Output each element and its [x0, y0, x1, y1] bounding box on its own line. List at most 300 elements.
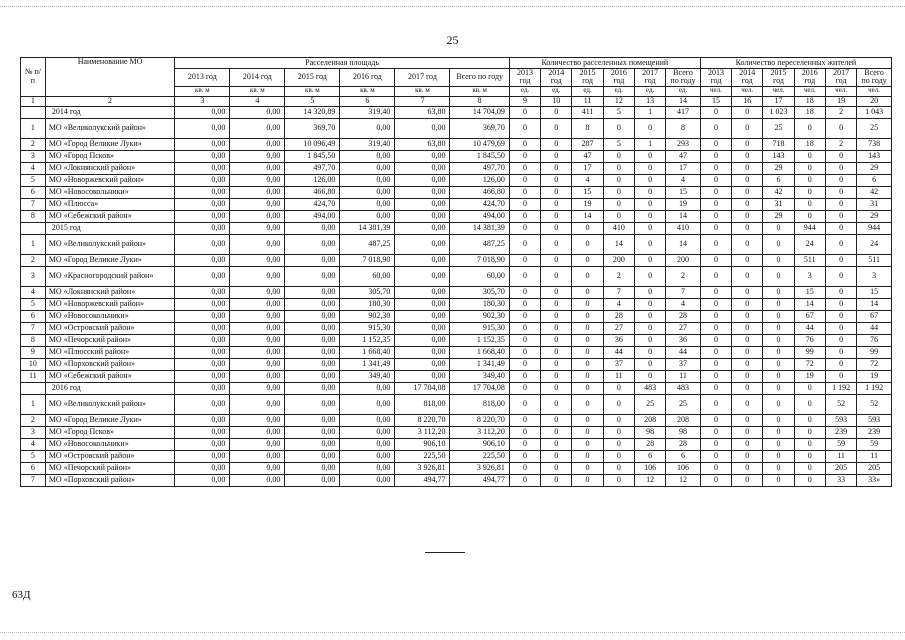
table-row [21, 310, 892, 322]
residents-cell: 0 [825, 234, 856, 254]
rooms-cell: 0 [541, 474, 572, 486]
rooms-cell: 0 [572, 462, 603, 474]
table-row [21, 174, 892, 186]
header-column-number: 8 [450, 96, 509, 106]
rooms-cell: 0 [634, 162, 665, 174]
residents-cell: 6 [763, 174, 794, 186]
area-cell: 180,30 [340, 298, 395, 310]
residents-cell: 0 [763, 474, 794, 486]
table-row [21, 334, 892, 346]
residents-cell: 511 [794, 254, 825, 266]
residents-cell: 205 [857, 462, 892, 474]
residents-cell: 0 [763, 358, 794, 370]
residents-cell: 1 043 [857, 106, 892, 118]
residents-cell: 718 [763, 138, 794, 150]
table-row [21, 234, 892, 254]
header-column-number: 18 [794, 96, 825, 106]
residents-cell: 944 [857, 222, 892, 234]
residents-cell: 0 [763, 450, 794, 462]
area-cell: 0,00 [285, 450, 340, 462]
residents-cell: 0 [794, 382, 825, 394]
area-cell: 319,40 [340, 106, 395, 118]
residents-cell: 0 [700, 382, 731, 394]
residents-cell: 0 [700, 474, 731, 486]
area-cell: 7 018,90 [340, 254, 395, 266]
area-cell: 0,00 [175, 286, 230, 298]
header-residents-year: 2016 год [794, 69, 825, 87]
rooms-cell: 0 [603, 186, 634, 198]
residents-cell: 239 [825, 426, 856, 438]
residents-cell: 143 [763, 150, 794, 162]
residents-cell: 511 [857, 254, 892, 266]
residents-cell: 0 [763, 394, 794, 414]
residents-cell: 2 [825, 138, 856, 150]
rooms-cell: 0 [634, 322, 665, 334]
row-number: 5 [21, 450, 46, 462]
header-column-number: 7 [395, 96, 450, 106]
header-area-year: 2017 год [395, 69, 450, 87]
residents-cell: 0 [825, 310, 856, 322]
area-cell: 0,00 [175, 322, 230, 334]
area-cell: 0,00 [285, 322, 340, 334]
rooms-cell: 0 [634, 358, 665, 370]
header-column-number: 10 [541, 96, 572, 106]
area-cell: 906,10 [450, 438, 509, 450]
footer-rule [425, 552, 465, 553]
residents-cell: 0 [825, 346, 856, 358]
residents-cell: 33» [857, 474, 892, 486]
municipality-name: МО «Плюсса» [45, 198, 174, 210]
area-cell: 305,70 [450, 286, 509, 298]
row-number: 6 [21, 462, 46, 474]
residents-cell: 0 [700, 222, 731, 234]
area-cell: 0,00 [230, 370, 285, 382]
rooms-cell: 0 [572, 234, 603, 254]
residents-cell: 0 [700, 322, 731, 334]
area-cell: 0,00 [175, 450, 230, 462]
header-unit: кв. м [340, 86, 395, 96]
rooms-cell: 0 [572, 370, 603, 382]
area-cell: 466,80 [450, 186, 509, 198]
rooms-cell: 0 [541, 162, 572, 174]
area-cell: 8 220,70 [395, 414, 450, 426]
row-number: 8 [21, 210, 46, 222]
area-cell: 0,00 [340, 426, 395, 438]
rooms-cell: 47 [572, 150, 603, 162]
rooms-cell: 0 [509, 450, 540, 462]
residents-cell: 0 [825, 162, 856, 174]
rooms-cell: 0 [541, 254, 572, 266]
row-number: 7 [21, 474, 46, 486]
header-unit: чел. [794, 86, 825, 96]
table-row [21, 358, 892, 370]
residents-cell: 0 [763, 462, 794, 474]
residents-cell: 0 [763, 234, 794, 254]
area-cell: 0,00 [340, 198, 395, 210]
area-cell: 60,00 [340, 266, 395, 286]
rooms-cell: 0 [541, 462, 572, 474]
header-area-year: 2015 год [285, 69, 340, 87]
residents-cell: 0 [732, 414, 763, 426]
area-cell: 0,00 [285, 234, 340, 254]
rooms-cell: 0 [572, 222, 603, 234]
header-residents-year: 2014 год [732, 69, 763, 87]
row-number: 1 [21, 234, 46, 254]
residents-cell: 0 [825, 266, 856, 286]
header-rooms-year: 2017 год [634, 69, 665, 87]
residents-cell: 0 [794, 438, 825, 450]
area-cell: 3 112,20 [450, 426, 509, 438]
header-area-year: 2016 год [340, 69, 395, 87]
residents-cell: 0 [700, 358, 731, 370]
row-number: 8 [21, 334, 46, 346]
rooms-cell: 36 [603, 334, 634, 346]
header-unit: кв. м [395, 86, 450, 96]
table-row [21, 198, 892, 210]
residents-cell: 0 [700, 438, 731, 450]
area-cell: 0,00 [230, 286, 285, 298]
area-cell: 487,25 [340, 234, 395, 254]
rooms-cell: 0 [541, 106, 572, 118]
table-row [21, 150, 892, 162]
area-cell: 0,00 [230, 254, 285, 266]
residents-cell: 0 [732, 286, 763, 298]
header-unit: чел. [732, 86, 763, 96]
header-rooms-year: Всего по году [666, 69, 701, 87]
rooms-cell: 0 [509, 118, 540, 138]
area-cell: 0,00 [175, 298, 230, 310]
rooms-cell: 47 [666, 150, 701, 162]
area-cell: 1 341,49 [340, 358, 395, 370]
residents-cell: 18 [794, 106, 825, 118]
area-cell: 487,25 [450, 234, 509, 254]
document-code: 63Д [12, 589, 31, 601]
rooms-cell: 0 [541, 210, 572, 222]
municipality-name: МО «Новоржевский район» [45, 298, 174, 310]
rooms-cell: 0 [541, 438, 572, 450]
area-cell: 0,00 [175, 162, 230, 174]
residents-cell: 0 [763, 334, 794, 346]
residents-cell: 0 [700, 118, 731, 138]
row-number: 1 [21, 118, 46, 138]
rooms-cell: 0 [603, 382, 634, 394]
area-cell: 0,00 [230, 322, 285, 334]
area-cell: 3 926,81 [450, 462, 509, 474]
area-cell: 424,70 [285, 198, 340, 210]
header-residents-year: 2017 год [825, 69, 856, 87]
area-cell: 0,00 [230, 382, 285, 394]
residents-cell: 0 [763, 414, 794, 426]
residents-cell: 0 [700, 450, 731, 462]
residents-cell: 29 [763, 162, 794, 174]
rooms-cell: 0 [634, 234, 665, 254]
rooms-cell: 0 [541, 370, 572, 382]
residents-cell: 593 [857, 414, 892, 426]
rooms-cell: 0 [509, 474, 540, 486]
residents-cell: 0 [732, 150, 763, 162]
residents-cell: 0 [700, 462, 731, 474]
header-column-number: 15 [700, 96, 731, 106]
area-cell: 818,00 [450, 394, 509, 414]
header-unit: ед. [541, 86, 572, 96]
rooms-cell: 0 [603, 210, 634, 222]
municipality-name: МО «Локнянский район» [45, 162, 174, 174]
rooms-cell: 293 [666, 138, 701, 150]
rooms-cell: 0 [603, 426, 634, 438]
rooms-cell: 1 [634, 106, 665, 118]
header-group-rooms: Количество расселенных помещений [509, 58, 700, 69]
rooms-cell: 0 [634, 334, 665, 346]
rooms-cell: 0 [509, 334, 540, 346]
header-unit: ед. [603, 86, 634, 96]
rooms-cell: 0 [541, 414, 572, 426]
area-cell: 1 668,40 [450, 346, 509, 358]
area-cell: 0,00 [285, 310, 340, 322]
rooms-cell: 0 [509, 310, 540, 322]
area-cell: 0,00 [340, 414, 395, 426]
header-unit: ед. [634, 86, 665, 96]
row-number: 6 [21, 310, 46, 322]
rooms-cell: 11 [666, 370, 701, 382]
rooms-cell: 27 [603, 322, 634, 334]
area-cell: 0,00 [395, 254, 450, 266]
residents-cell: 0 [700, 310, 731, 322]
header-unit: кв. м [175, 86, 230, 96]
municipality-name: МО «Новосокольники» [45, 186, 174, 198]
table-row [21, 450, 892, 462]
header-num: № п/п [21, 58, 46, 97]
rooms-cell: 36 [666, 334, 701, 346]
residents-cell: 6 [857, 174, 892, 186]
rooms-cell: 0 [541, 138, 572, 150]
residents-cell: 25 [763, 118, 794, 138]
residents-cell: 0 [700, 106, 731, 118]
resettlement-table [20, 57, 892, 487]
row-number: 4 [21, 162, 46, 174]
area-cell: 0,00 [175, 186, 230, 198]
rooms-cell: 0 [572, 394, 603, 414]
municipality-name: МО «Себежский район» [45, 370, 174, 382]
table-row [21, 346, 892, 358]
table-row [21, 266, 892, 286]
residents-cell: 29 [763, 210, 794, 222]
rooms-cell: 200 [666, 254, 701, 266]
rooms-cell: 0 [509, 186, 540, 198]
area-cell: 906,10 [395, 438, 450, 450]
residents-cell: 44 [857, 322, 892, 334]
rooms-cell: 4 [572, 174, 603, 186]
area-cell: 0,00 [285, 254, 340, 266]
municipality-name: МО «Великолукский район» [45, 394, 174, 414]
area-cell: 0,00 [175, 370, 230, 382]
header-column-number: 11 [572, 96, 603, 106]
row-number: 10 [21, 358, 46, 370]
area-cell: 63,80 [395, 106, 450, 118]
area-cell: 0,00 [175, 150, 230, 162]
area-cell: 494,00 [450, 210, 509, 222]
table-row [21, 426, 892, 438]
table-row [21, 414, 892, 426]
area-cell: 0,00 [340, 462, 395, 474]
rooms-cell: 0 [509, 174, 540, 186]
residents-cell: 0 [732, 266, 763, 286]
rooms-cell: 0 [634, 198, 665, 210]
row-number: 7 [21, 198, 46, 210]
area-cell: 14 381,39 [340, 222, 395, 234]
header-rooms-year: 2016 год [603, 69, 634, 87]
residents-cell: 0 [763, 370, 794, 382]
rooms-cell: 0 [541, 358, 572, 370]
area-cell: 0,00 [230, 462, 285, 474]
rooms-cell: 44 [603, 346, 634, 358]
residents-cell: 0 [794, 174, 825, 186]
rooms-cell: 0 [634, 210, 665, 222]
row-number: 9 [21, 346, 46, 358]
rooms-cell: 7 [666, 286, 701, 298]
rooms-cell: 5 [603, 106, 634, 118]
residents-cell: 0 [732, 474, 763, 486]
area-cell: 63,80 [395, 138, 450, 150]
area-cell: 0,00 [340, 474, 395, 486]
page-bottom-edge [0, 632, 905, 633]
rooms-cell: 0 [634, 222, 665, 234]
residents-cell: 59 [825, 438, 856, 450]
area-cell: 0,00 [340, 394, 395, 414]
area-cell: 0,00 [395, 266, 450, 286]
area-cell: 0,00 [285, 222, 340, 234]
rooms-cell: 17 [666, 162, 701, 174]
residents-cell: 0 [700, 254, 731, 266]
rooms-cell: 0 [541, 118, 572, 138]
rooms-cell: 14 [572, 210, 603, 222]
rooms-cell: 4 [603, 298, 634, 310]
header-column-number: 14 [666, 96, 701, 106]
residents-cell: 0 [763, 426, 794, 438]
rooms-cell: 0 [603, 450, 634, 462]
rooms-cell: 0 [509, 382, 540, 394]
row-number: 2 [21, 414, 46, 426]
area-cell: 0,00 [230, 334, 285, 346]
residents-cell: 31 [857, 198, 892, 210]
area-cell: 915,30 [340, 322, 395, 334]
row-number: 1 [21, 394, 46, 414]
residents-cell: 18 [794, 138, 825, 150]
residents-cell: 0 [825, 298, 856, 310]
residents-cell: 0 [700, 162, 731, 174]
area-cell: 3 926,81 [395, 462, 450, 474]
area-cell: 0,00 [175, 254, 230, 266]
area-cell: 0,00 [340, 438, 395, 450]
area-cell: 0,00 [230, 162, 285, 174]
rooms-cell: 0 [603, 162, 634, 174]
municipality-name: МО «Порховский район» [45, 358, 174, 370]
residents-cell: 15 [857, 286, 892, 298]
rooms-cell: 0 [541, 394, 572, 414]
residents-cell: 0 [700, 298, 731, 310]
residents-cell: 99 [857, 346, 892, 358]
header-rooms-year: 2015 год [572, 69, 603, 87]
residents-cell: 0 [794, 414, 825, 426]
area-cell: 0,00 [340, 150, 395, 162]
area-cell: 0,00 [395, 162, 450, 174]
area-cell: 126,00 [285, 174, 340, 186]
rooms-cell: 0 [572, 322, 603, 334]
rooms-cell: 0 [541, 266, 572, 286]
rooms-cell: 98 [634, 426, 665, 438]
area-cell: 0,00 [175, 174, 230, 186]
municipality-name: МО «Новоржевский район» [45, 174, 174, 186]
area-cell: 0,00 [395, 310, 450, 322]
residents-cell: 31 [763, 198, 794, 210]
area-cell: 0,00 [175, 462, 230, 474]
municipality-name: МО «Город Псков» [45, 150, 174, 162]
area-cell: 0,00 [175, 138, 230, 150]
rooms-cell: 106 [666, 462, 701, 474]
header-name: Наименование МО [45, 58, 174, 97]
rooms-cell: 0 [509, 138, 540, 150]
header-group-area: Расселенная площадь [175, 58, 510, 69]
row-number [21, 382, 46, 394]
rooms-cell: 12 [634, 474, 665, 486]
rooms-cell: 44 [666, 346, 701, 358]
residents-cell: 0 [825, 254, 856, 266]
year-summary-row [21, 222, 892, 234]
residents-cell: 44 [794, 322, 825, 334]
header-unit: ед. [666, 86, 701, 96]
residents-cell: 99 [794, 346, 825, 358]
area-cell: 0,00 [175, 474, 230, 486]
rooms-cell: 417 [666, 106, 701, 118]
rooms-cell: 0 [509, 370, 540, 382]
area-cell: 14 381,39 [450, 222, 509, 234]
area-cell: 369,70 [285, 118, 340, 138]
municipality-name: МО «Локнянский район» [45, 286, 174, 298]
table-row [21, 138, 892, 150]
rooms-cell: 0 [634, 298, 665, 310]
residents-cell: 1 192 [825, 382, 856, 394]
table-row [21, 286, 892, 298]
residents-cell: 19 [857, 370, 892, 382]
area-cell: 0,00 [285, 358, 340, 370]
rooms-cell: 0 [541, 286, 572, 298]
residents-cell: 0 [700, 346, 731, 358]
residents-cell: 76 [857, 334, 892, 346]
area-cell: 424,70 [450, 198, 509, 210]
municipality-name: МО «Себежский район» [45, 210, 174, 222]
rooms-cell: 28 [603, 310, 634, 322]
rooms-cell: 28 [634, 438, 665, 450]
rooms-cell: 2 [666, 266, 701, 286]
residents-cell: 67 [794, 310, 825, 322]
residents-cell: 0 [732, 234, 763, 254]
municipality-name: МО «Город Псков» [45, 426, 174, 438]
residents-cell: 239 [857, 426, 892, 438]
residents-cell: 15 [794, 286, 825, 298]
area-cell: 497,70 [450, 162, 509, 174]
rooms-cell: 0 [509, 150, 540, 162]
residents-cell: 0 [732, 210, 763, 222]
residents-cell: 0 [763, 438, 794, 450]
area-cell: 0,00 [395, 358, 450, 370]
rooms-cell: 17 [572, 162, 603, 174]
residents-cell: 52 [825, 394, 856, 414]
residents-cell: 1 023 [763, 106, 794, 118]
table-row [21, 162, 892, 174]
rooms-cell: 0 [509, 286, 540, 298]
page-top-edge [0, 6, 905, 7]
rooms-cell: 0 [509, 438, 540, 450]
area-cell: 0,00 [395, 210, 450, 222]
